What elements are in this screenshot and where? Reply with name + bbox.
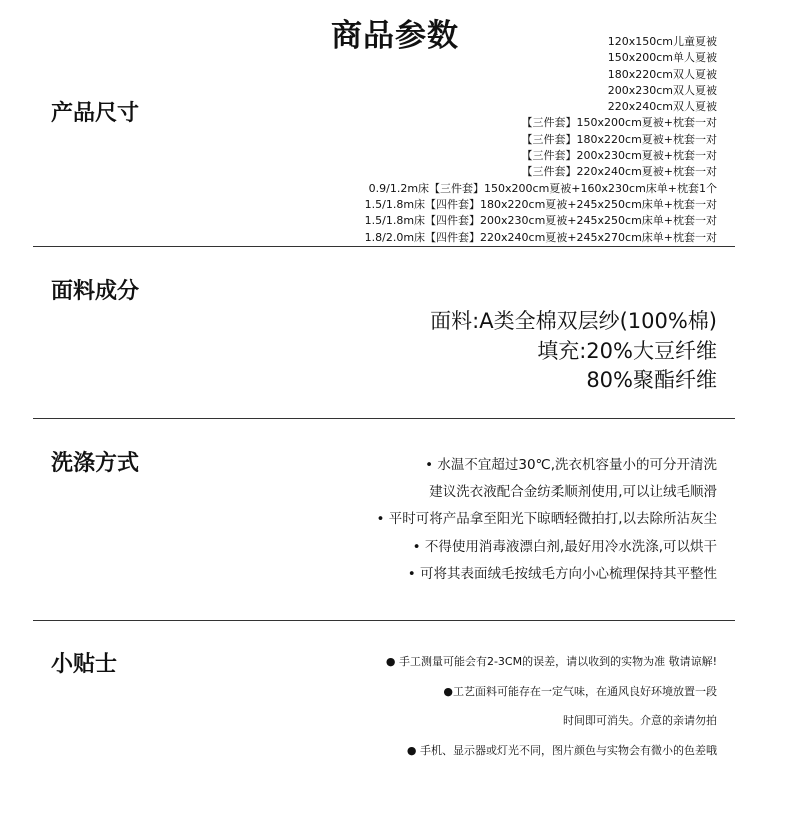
section-heading-size: 产品尺寸 [51,101,140,126]
tips-line: ● 手机、显示器或灯光不同，图片颜色与实物会有微小的色差哦 [406,743,717,757]
tips-line: 时间即可消失。介意的亲请勿拍 [563,714,717,727]
size-line: 120x150cm儿童夏被 [607,35,717,48]
size-line: 【三件套】220x240cm夏被+枕套一对 [521,165,717,179]
size-line: 1.8/2.0m床【四件套】220x240cm夏被+245x270cm床单+枕套一对 [364,230,717,244]
size-line: 【三件套】180x220cm夏被+枕套一对 [521,132,717,146]
fabric-line: 面料:A类全棉双层纱(100%棉) [430,309,717,333]
tips-line: ●工艺面料可能存在一定气味，在通风良好环境放置一段 [443,684,717,698]
washing-line: • 平时可将产品拿至阳光下晾晒轻微拍打,以去除所沾灰尘 [376,511,717,528]
section-heading-tips: 小贴士 [51,652,118,677]
washing-line: 建议洗衣液配合金纺柔顺剂使用,可以让绒毛顺滑 [429,484,717,501]
size-line: 220x240cm双人夏被 [607,100,717,114]
fabric-line: 填充:20%大豆纤维 [537,338,717,363]
size-line: 1.5/1.8m床【四件套】180x220cm夏被+245x250cm床单+枕套一对 [364,197,717,211]
size-line: 1.5/1.8m床【四件套】200x230cm夏被+245x250cm床单+枕套一对 [364,214,717,228]
size-line: 【三件套】150x200cm夏被+枕套一对 [521,116,717,130]
page-title: 商品参数 [331,18,459,54]
fabric-list [430,307,717,396]
washing-line: • 水温不宜超过30℃,洗衣机容量小的可分开清洗 [425,457,717,473]
fabric-line: 80%聚酯纤维 [586,368,717,392]
size-line: 150x200cm单人夏被 [607,51,717,65]
size-line: 【三件套】200x230cm夏被+枕套一对 [521,149,717,163]
size-line: 180x220cm双人夏被 [607,67,717,81]
size-list [365,34,717,246]
divider [33,246,735,247]
section-heading-fabric: 面料成分 [51,279,140,304]
section-heading-washing: 洗涤方式 [51,451,140,476]
size-line: 200x230cm双人夏被 [607,83,717,97]
tips-line: ● 手工测量可能会有2-3CM的误差，请以收到的实物为准 敬请谅解! [385,655,717,668]
size-line: 0.9/1.2m床【三件套】150x200cm夏被+160x230cm床单+枕套1个 [368,181,717,195]
tips-list [386,647,717,765]
washing-list [376,452,717,588]
washing-line: • 不得使用消毒液漂白剂,最好用冷水洗涤,可以烘干 [412,538,717,555]
divider [33,418,735,419]
washing-line: • 可将其表面绒毛按绒毛方向小心梳理保持其平整性 [407,565,717,582]
divider [33,620,735,621]
